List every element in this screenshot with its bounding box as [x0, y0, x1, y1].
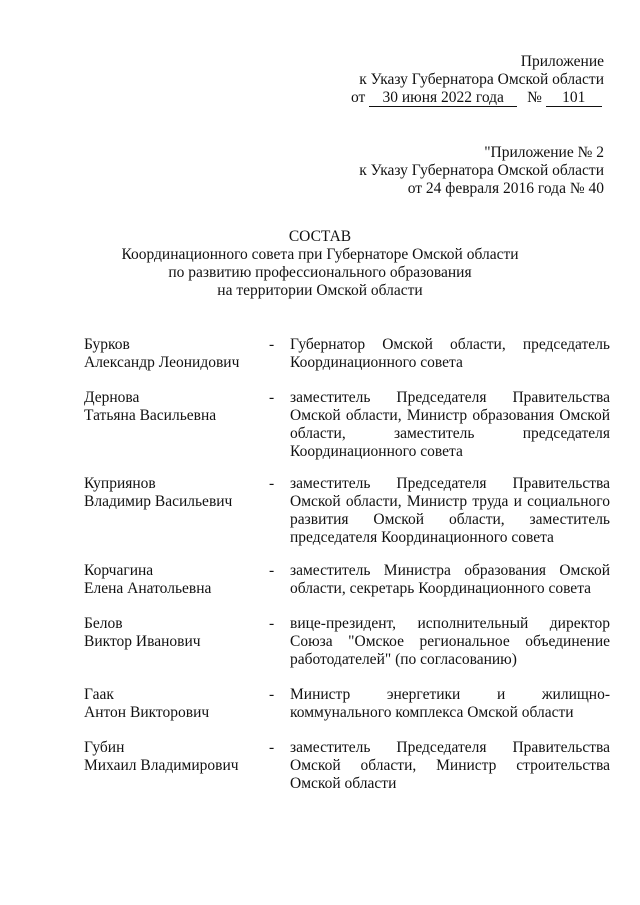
- position-line: коммунального комплекса Омской области: [290, 704, 574, 721]
- member-surname: Губин: [84, 739, 125, 756]
- member-surname: Белов: [84, 615, 123, 632]
- member-dash: -: [269, 336, 275, 353]
- member-surname: Бурков: [84, 336, 130, 353]
- date-value: 30 июня 2022 года: [369, 90, 517, 107]
- document-title: СОСТАВ: [288, 228, 352, 245]
- member-dash: -: [269, 739, 275, 756]
- date-prefix: от: [351, 89, 366, 106]
- position-line: заместитель Председателя Правительства: [290, 475, 610, 492]
- document-subtitle-line-1: Координационного совета при Губернаторе Омской области: [121, 246, 519, 263]
- member-given-names: Виктор Иванович: [84, 633, 201, 650]
- member-surname: Корчагина: [84, 562, 154, 579]
- member-given-names: Михаил Владимирович: [84, 757, 239, 774]
- position-line: заместитель Председателя Правительства: [290, 389, 610, 406]
- appendix-title: Приложение: [520, 53, 604, 70]
- member-given-names: Владимир Васильевич: [84, 493, 233, 510]
- member-name: [84, 389, 264, 425]
- quoted-appendix-decree: к Указу Губернатора Омской области: [359, 162, 604, 179]
- position-line: Координационного совета: [290, 443, 463, 460]
- member-name: [84, 615, 264, 651]
- member-position: [290, 475, 610, 547]
- position-line: Омской области, Министр труда и социального: [290, 493, 610, 510]
- member-given-names: Татьяна Васильевна: [84, 407, 217, 424]
- position-line: области, секретарь Координационного совета: [290, 580, 592, 597]
- position-line: Министр энергетики и жилищно-: [290, 686, 610, 703]
- member-position: [290, 615, 610, 669]
- position-line: развития Омской области, заместитель: [290, 511, 610, 528]
- member-name: [84, 739, 264, 775]
- member-dash: -: [269, 615, 275, 632]
- quoted-appendix-title: "Приложение № 2: [484, 144, 604, 161]
- position-line: заместитель Министра образования Омской: [290, 562, 610, 579]
- document-subtitle-line-2: по развитию профессионального образования: [168, 264, 472, 281]
- member-name: [84, 562, 264, 598]
- member-name: [84, 336, 264, 372]
- quoted-appendix-date: от 24 февраля 2016 года № 40: [407, 180, 604, 197]
- member-given-names: Александр Леонидович: [84, 354, 240, 371]
- member-name: [84, 475, 264, 511]
- position-line: Координационного совета: [290, 354, 463, 371]
- member-position: [290, 686, 610, 722]
- position-line: Омской области, Министр строительства: [290, 757, 610, 774]
- member-dash: -: [269, 686, 275, 703]
- member-dash: -: [269, 389, 275, 406]
- position-line: вице-президент, исполнительный директор: [290, 615, 610, 632]
- position-line: председателя Координационного совета: [290, 529, 554, 546]
- member-position: [290, 389, 610, 461]
- number-value: 101: [546, 90, 602, 107]
- position-line: работодателей" (по согласованию): [290, 651, 517, 668]
- member-position: [290, 739, 610, 793]
- member-surname: Гаак: [84, 686, 114, 703]
- member-given-names: Антон Викторович: [84, 704, 210, 721]
- appendix-date-line: [351, 89, 602, 107]
- position-line: Союза "Омское региональное объединение: [290, 633, 610, 650]
- position-line: Омской области: [290, 775, 397, 792]
- document-subtitle-line-3: на территории Омской области: [217, 282, 423, 299]
- member-dash: -: [269, 562, 275, 579]
- number-prefix: №: [527, 89, 542, 106]
- member-given-names: Елена Анатольевна: [84, 580, 212, 597]
- member-surname: Дернова: [84, 389, 140, 406]
- position-line: Омской области, Министр образования Омской: [290, 407, 610, 424]
- position-line: заместитель Председателя Правительства: [290, 739, 610, 756]
- member-position: [290, 562, 610, 598]
- member-surname: Куприянов: [84, 475, 156, 492]
- member-dash: -: [269, 475, 275, 492]
- position-line: Губернатор Омской области, председатель: [290, 336, 610, 353]
- member-position: [290, 336, 610, 372]
- appendix-decree-ref: к Указу Губернатора Омской области: [359, 71, 604, 88]
- member-name: [84, 686, 264, 722]
- position-line: области, заместитель председателя: [290, 425, 610, 442]
